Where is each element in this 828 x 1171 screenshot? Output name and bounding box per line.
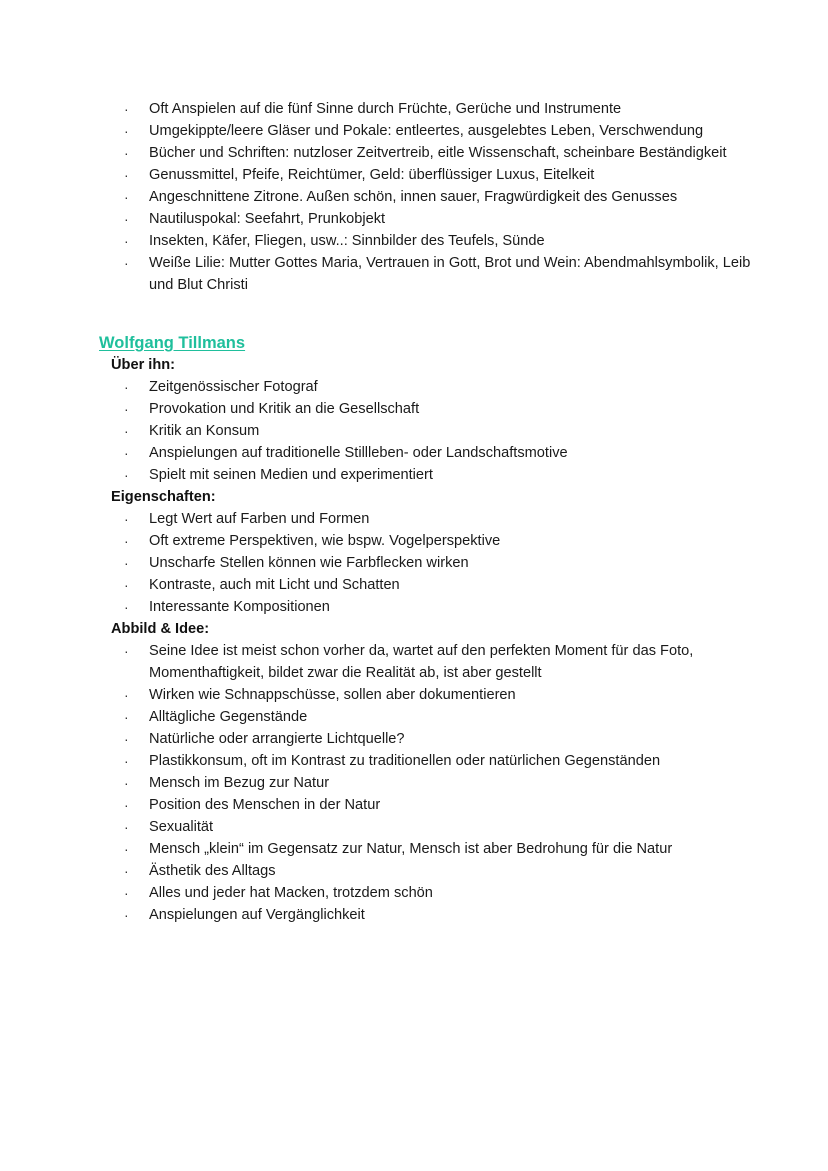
- properties-label: Eigenschaften:: [111, 489, 216, 505]
- list-item: · Umgekippte/leere Gläser und Pokale: entleertes, ausgelebtes Leben, Verschwendung: [0, 120, 828, 142]
- bullet: ·: [124, 101, 129, 117]
- list-item: · Alles und jeder hat Macken, trotzdem schön: [0, 882, 828, 904]
- image-idea-label: Abbild & Idee:: [111, 621, 210, 637]
- list-item: · Oft Anspielen auf die fünf Sinne durch Früchte, Gerüche und Instrumente: [0, 98, 828, 120]
- section-heading: Wolfgang Tillmans: [99, 334, 246, 352]
- bullet: ·: [124, 907, 129, 923]
- bullet: ·: [124, 189, 129, 205]
- bullet: ·: [124, 167, 129, 183]
- list-item: · Plastikkonsum, oft im Kontrast zu traditionellen oder natürlichen Gegenständen: [0, 750, 828, 772]
- bullet: ·: [124, 401, 129, 417]
- list-item: · Mensch im Bezug zur Natur: [0, 772, 828, 794]
- bullet: ·: [124, 255, 129, 271]
- about-list: [0, 376, 828, 486]
- about-label: Über ihn:: [111, 357, 176, 373]
- bullet: ·: [124, 841, 129, 857]
- bullet: ·: [124, 145, 129, 161]
- intro-list: [0, 98, 828, 296]
- bullet: ·: [124, 379, 129, 395]
- bullet: ·: [124, 731, 129, 747]
- list-item: · Insekten, Käfer, Fliegen, usw..: Sinnbilder des Teufels, Sünde: [0, 230, 828, 252]
- list-item: · Natürliche oder arrangierte Lichtquelle?: [0, 728, 828, 750]
- list-item: · Weiße Lilie: Mutter Gottes Maria, Vertrauen in Gott, Brot und Wein: Abendmahlsymbolik, Leib und Blut Christi: [0, 252, 828, 296]
- list-item: · Legt Wert auf Farben und Formen: [0, 508, 828, 530]
- bullet: ·: [124, 709, 129, 725]
- list-item: · Kontraste, auch mit Licht und Schatten: [0, 574, 828, 596]
- list-item: · Spielt mit seinen Medien und experimentiert: [0, 464, 828, 486]
- bullet: ·: [124, 753, 129, 769]
- list-item: · Alltägliche Gegenstände: [0, 706, 828, 728]
- list-item: · Oft extreme Perspektiven, wie bspw. Vogelperspektive: [0, 530, 828, 552]
- list-item: · Angeschnittene Zitrone. Außen schön, innen sauer, Fragwürdigkeit des Genusses: [0, 186, 828, 208]
- bullet: ·: [124, 885, 129, 901]
- list-item: · Kritik an Konsum: [0, 420, 828, 442]
- bullet: ·: [124, 555, 129, 571]
- list-item: · Anspielungen auf traditionelle Stillleben- oder Landschaftsmotive: [0, 442, 828, 464]
- list-item: · Provokation und Kritik an die Gesellschaft: [0, 398, 828, 420]
- properties-list: [0, 508, 828, 618]
- list-item: · Interessante Kompositionen: [0, 596, 828, 618]
- bullet: ·: [124, 577, 129, 593]
- bullet: ·: [124, 797, 129, 813]
- bullet: ·: [124, 599, 129, 615]
- bullet: ·: [124, 533, 129, 549]
- list-item: · Mensch „klein“ im Gegensatz zur Natur, Mensch ist aber Bedrohung für die Natur: [0, 838, 828, 860]
- list-item: · Unscharfe Stellen können wie Farbflecken wirken: [0, 552, 828, 574]
- image-idea-list: [0, 640, 828, 926]
- bullet: ·: [124, 211, 129, 227]
- bullet: ·: [124, 819, 129, 835]
- bullet: ·: [124, 233, 129, 249]
- list-item: · Zeitgenössischer Fotograf: [0, 376, 828, 398]
- bullet: ·: [124, 511, 129, 527]
- list-item: · Nautiluspokal: Seefahrt, Prunkobjekt: [0, 208, 828, 230]
- bullet: ·: [124, 423, 129, 439]
- list-item: · Position des Menschen in der Natur: [0, 794, 828, 816]
- bullet: ·: [124, 775, 129, 791]
- list-item: · Anspielungen auf Vergänglichkeit: [0, 904, 828, 926]
- document-page: [0, 98, 828, 926]
- list-item: · Wirken wie Schnappschüsse, sollen aber dokumentieren: [0, 684, 828, 706]
- bullet: ·: [124, 687, 129, 703]
- list-item: · Genussmittel, Pfeife, Reichtümer, Geld: überflüssiger Luxus, Eitelkeit: [0, 164, 828, 186]
- list-item: · Ästhetik des Alltags: [0, 860, 828, 882]
- bullet: ·: [124, 467, 129, 483]
- list-item: · Sexualität: [0, 816, 828, 838]
- list-item: · Bücher und Schriften: nutzloser Zeitvertreib, eitle Wissenschaft, scheinbare Beständigkeit: [0, 142, 828, 164]
- bullet: ·: [124, 643, 129, 659]
- bullet: ·: [124, 445, 129, 461]
- list-item: · Seine Idee ist meist schon vorher da, wartet auf den perfekten Moment für das Foto, Momenthaftigkeit, bildet zwar die Realität ab, ist aber gestellt: [0, 640, 828, 684]
- bullet: ·: [124, 863, 129, 879]
- bullet: ·: [124, 123, 129, 139]
